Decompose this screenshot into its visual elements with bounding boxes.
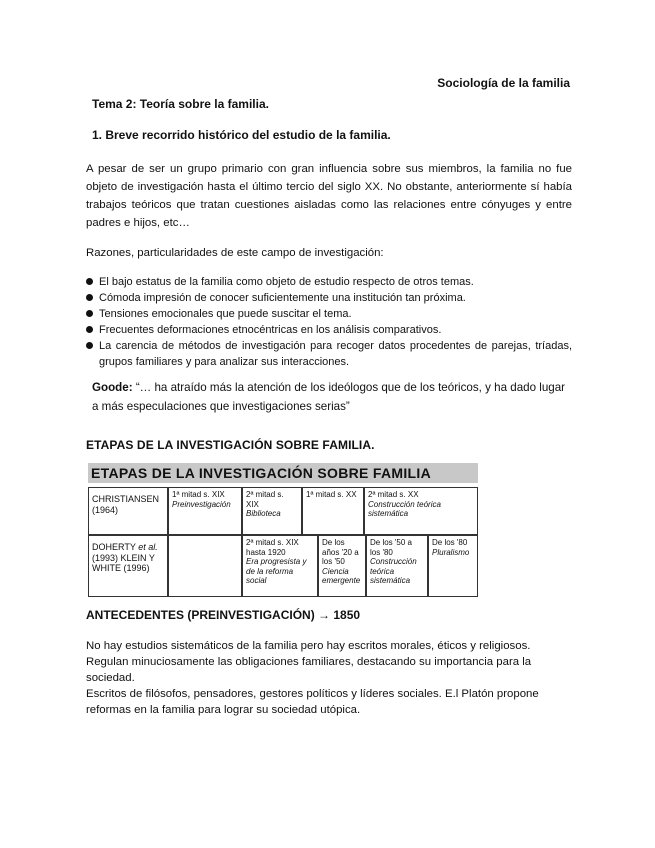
bullet-icon (86, 326, 93, 333)
table-cell-empty (168, 535, 242, 597)
quote-author: Goode: (92, 381, 133, 394)
table-cell: De los '80 Pluralismo (428, 535, 478, 597)
section-1-title: 1. Breve recorrido histórico del estudio de la familia. (92, 128, 391, 142)
bullet-icon (86, 278, 93, 285)
table-cell-author-christiansen: CHRISTIANSEN (1964) (88, 487, 168, 535)
table-cell: 2ª mitad s. XIX hasta 1920 Era progresista y de la reforma social (242, 535, 318, 597)
antecedentes-line: Regulan minuciosamente las obligaciones familiares, destacando su importancia para la sociedad. (86, 656, 532, 684)
list-item: La carencia de métodos de investigación para recoger datos procedentes de parejas, tríadas, grupos familiares y para analizar sus interacciones. (86, 338, 572, 370)
antecedentes-body (86, 638, 572, 718)
quote-text: “… ha atraído más la atención de los ideólogos que de los teóricos, y ha dado lugar a más especulaciones que investigaciones serias” (92, 381, 566, 413)
list-item: El bajo estatus de la familia como objeto de estudio respecto de otros temas. (86, 274, 572, 290)
etapas-heading: ETAPAS DE LA INVESTIGACIÓN SOBRE FAMILIA. (86, 438, 375, 452)
table-cell: 1ª mitad s. XIX Preinvestigación (168, 487, 242, 535)
table-cell-author-doherty: DOHERTY et al. (1993) KLEIN Y WHITE (1996) (88, 535, 168, 597)
etapas-table-title: ETAPAS DE LA INVESTIGACIÓN SOBRE FAMILIA (88, 463, 478, 483)
goode-quote (92, 378, 572, 416)
antecedentes-line: No hay estudios sistemáticos de la familia pero hay escritos morales, éticos y religiosos. (86, 640, 531, 652)
list-item: Frecuentes deformaciones etnocéntricas en los análisis comparativos. (86, 322, 572, 338)
etapas-table-figure (88, 463, 478, 599)
razones-list (86, 274, 572, 370)
bullet-icon (86, 294, 93, 301)
page-header-subject: Sociología de la familia (437, 76, 570, 90)
table-cell: De los años '20 a los '50 Ciencia emergente (318, 535, 366, 597)
antecedentes-title: ANTECEDENTES (PREINVESTIGACIÓN) → 1850 (86, 608, 361, 622)
bullet-icon (86, 310, 93, 317)
intro-paragraph: A pesar de ser un grupo primario con gran influencia sobre sus miembros, la familia no fue objeto de investigación hasta el último tercio del siglo XX. No obstante, anteriormente sí había trabajos teóricos que tratan cuestiones aisladas como las relaciones entre cónyuges y entre padres e hijos, etc… (86, 163, 572, 229)
bullet-icon (86, 342, 93, 349)
antecedentes-line: Escritos de filósofos, pensadores, gestores políticos y líderes sociales. E.l Platón propone reformas en la familia para lograr su sociedad utópica. (86, 688, 539, 716)
list-item: Cómoda impresión de conocer suficientemente una institución tan próxima. (86, 290, 572, 306)
razones-intro: Razones, particularidades de este campo de investigación: (86, 247, 384, 259)
table-cell: 2ª mitad s. XIX Biblioteca (242, 487, 302, 535)
tema-title: Tema 2: Teoría sobre la familia. (92, 97, 269, 111)
table-cell: 2ª mitad s. XX Construcción teórica sistemática (364, 487, 478, 535)
table-cell: De los '50 a los '80 Construcción teórica sistemática (366, 535, 428, 597)
list-item: Tensiones emocionales que puede suscitar el tema. (86, 306, 572, 322)
table-cell: 1ª mitad s. XX (302, 487, 364, 535)
